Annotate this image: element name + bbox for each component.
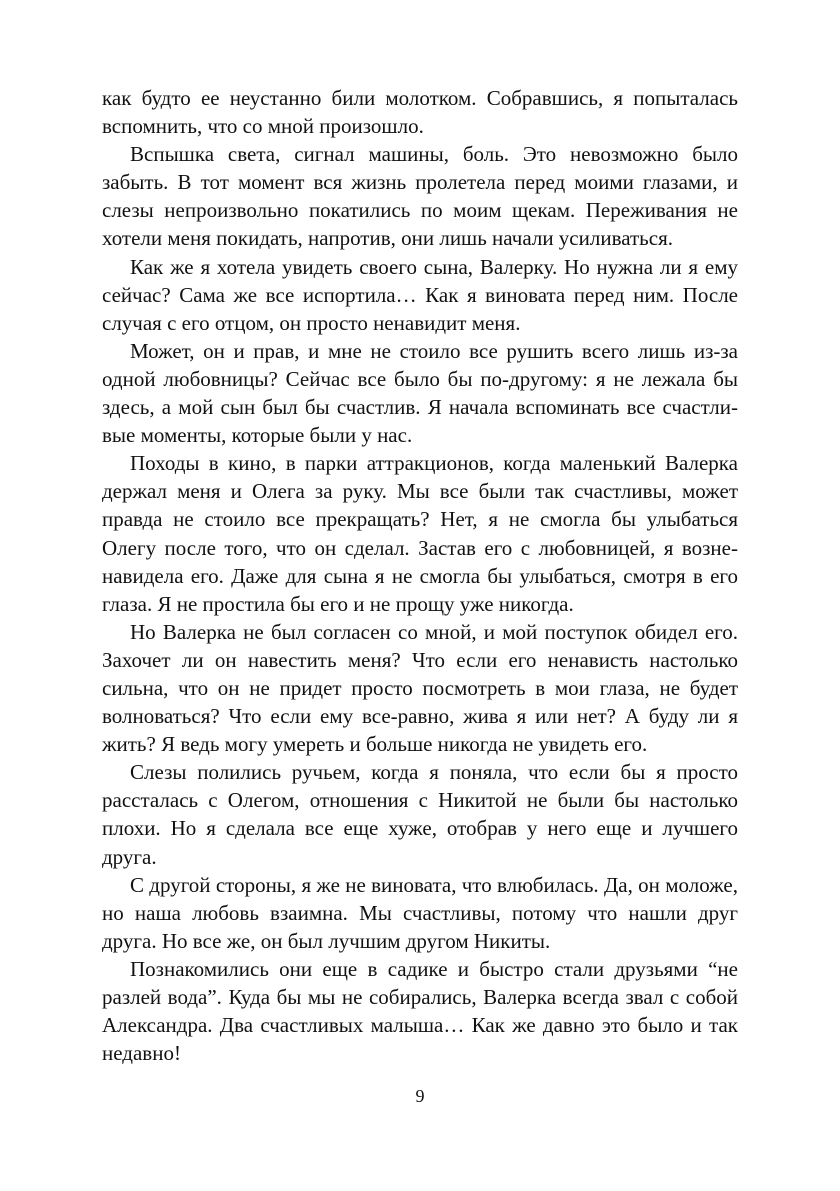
paragraph: Но Валерка не был согласен со мной, и мой поступок обидел его. Захочет ли он навестить меня? Что если его ненависть настолько сильна, что он не придет просто посмотреть в мои глаза, не будет волноваться? Что если ему все-равно, жива я или нет? А буду ли я жить? Я ведь могу умереть и больше никогда не увидеть его. (102, 619, 738, 757)
body-text (102, 84, 738, 1067)
paragraph: Походы в кино, в парки аттракционов, когда маленький Валерка держал меня и Олега за руку. Мы все были так счастливы, может правда не стоило все прекращать? Нет, я не смогла бы улыбаться Олегу после того, что он сделал. Застав его с любовницей, я возненавидела его. Даже для сына я не смогла бы улыбаться, смотря в его глаза. Я не простила бы его и не прощу уже никогда. (102, 451, 738, 616)
paragraph: С другой стороны, я же не виновата, что влюбилась. Да, он моложе, но наша любовь взаимна. Мы счастливы, потому что нашли друг друга. Но все же, он был лучшим другом Никиты. (102, 872, 738, 953)
paragraph: как будто ее неустанно били молотком. Собравшись, я попыталась вспомнить, что со мной произошло. (102, 86, 738, 139)
paragraph: Вспышка света, сигнал машины, боль. Это невозможно было забыть. В тот момент вся жизнь пролетела перед моими глазами, и слезы непроизвольно покатились по моим щекам. Переживания не хотели меня покидать, напротив, они лишь начали усиливаться. (102, 142, 738, 251)
paragraph: Слезы полились ручьем, когда я поняла, что если бы я просто рассталась с Олегом, отношения с Никитой не были бы настолько плохи. Но я сделала все еще хуже, отобрав у него еще и лучшего друга. (102, 760, 738, 869)
page-number: 9 (415, 1086, 425, 1106)
paragraph: Может, он и прав, и мне не стоило все рушить всего лишь из-за одной любовницы? Сейчас все было бы по-другому: я не лежала бы здесь, а мой сын был бы счастлив. Я начала вспоминать все счастливые моменты, которые были у нас. (102, 338, 738, 448)
paragraph: Как же я хотела увидеть своего сына, Валерку. Но нужна ли я ему сейчас? Сама же все испортила… Как я виновата перед ним. После случая с его отцом, он просто ненавидит меня. (102, 254, 738, 335)
paragraph: Познакомились они еще в садике и быстро стали друзьями “не разлей вода”. Куда бы мы не собирались, Валерка всегда звал с собой Александра. Два счастливых малыша… Как же давно это было и так недавно! (102, 956, 738, 1066)
